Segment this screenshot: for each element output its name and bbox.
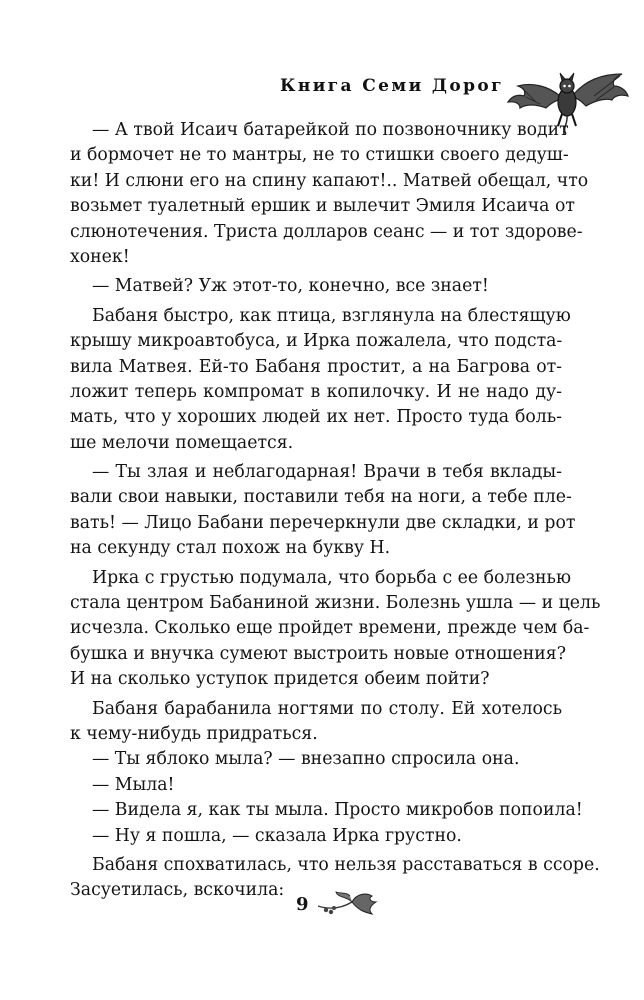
text-line: на секунду стал похож на букву Н. <box>70 538 391 559</box>
text-line: — Ну я пошла, — сказала Ирка грустно. <box>92 825 462 846</box>
page-footer <box>282 888 402 928</box>
text-line: стала центром Бабаниной жизни. Болезнь ушла — и цель <box>70 593 601 614</box>
text-line: Бабаня барабанила ногтями по столу. Ей хотелось <box>92 698 562 719</box>
text-line: — А твой Исаич батарейкой по позвоночнику водит <box>92 120 569 140</box>
text-line: хонек! <box>70 246 130 267</box>
text-line: — Ты злая и неблагодарная! Врачи в тебя вклады- <box>92 462 562 483</box>
book-title: Книга Семи Дорог <box>279 76 504 96</box>
text-line: возьмет туалетный ершик и вылечит Эмиля Исаича от <box>70 196 575 217</box>
text-line: Бабаня быстро, как птица, взглянула на блестящую <box>92 305 571 326</box>
text-line: ше мелочи помещается. <box>70 432 294 453</box>
text-line: вила Матвея. Ей-то Бабаня простит, а на Багрова от- <box>70 356 562 377</box>
text-line: и бормочет не то мантры, не то стишки своего дедуш- <box>70 145 569 166</box>
text-line: ложит теперь компромат в копилочку. И не надо ду- <box>70 381 562 402</box>
text-line: к чему-нибудь придраться. <box>70 723 318 744</box>
text-line: крышу микроавтобуса, и Ирка пожалела, что подста- <box>70 331 563 352</box>
text-line: вать! — Лицо Бабани перечеркнули две складки, и рот <box>70 512 576 533</box>
text-line: Ирка с грустью подумала, что борьба с ее болезнью <box>92 567 572 588</box>
text-line: ки! И слюни его на спину капают!.. Матвей обещал, что <box>70 170 589 191</box>
text-line: И на сколько уступок придется обеим пойти? <box>70 669 490 690</box>
text-line: — Матвей? Уж этот-то, конечно, все знает! <box>92 276 489 297</box>
text-line: — Ты яблоко мыла? — внезапно спросила она. <box>92 749 520 770</box>
text-line: мать, что у хороших людей их нет. Просто туда боль- <box>70 407 562 428</box>
holly-icon <box>316 888 382 918</box>
page-body <box>70 118 601 904</box>
text-line: Бабаня спохватилась, что нельзя расставаться в ссоре. <box>92 854 600 875</box>
text-line: слюнотечения. Триста долларов сеанс — и тот здорове- <box>70 221 583 242</box>
text-line: — Мыла! <box>92 774 175 795</box>
text-line: — Видела я, как ты мыла. Просто микробов попоила! <box>92 800 583 821</box>
text-line: вали свои навыки, поставили тебя на ноги, а тебе пле- <box>70 487 572 508</box>
page-number: 9 <box>296 894 309 915</box>
text-line: Засуетилась, вскочила: <box>70 880 285 901</box>
text-line: исчезла. Сколько еще пройдет времени, прежде чем ба- <box>70 618 590 639</box>
text-line: бушка и внучка сумеют выстроить новые отношения? <box>70 643 566 664</box>
